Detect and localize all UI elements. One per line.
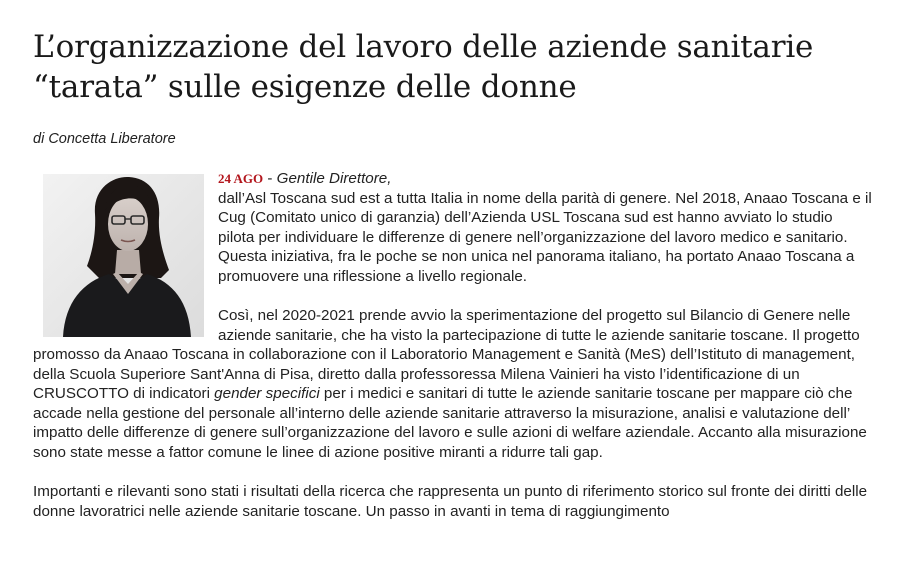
article-author: di Concetta Liberatore <box>33 131 176 147</box>
paragraph-2-text-b: per i medici e sanitari di tutte le aziende sanitarie toscane per mappare ciò che accade nella gestione del personale all’interno delle aziende sanitarie attraverso la misurazione, analisi e valutazione dell’ impatto delle differenze di genere sull’organizzazione del lavoro e sulle azioni di welfare aziendale. Accanto alla misurazione sono state messe a fattor comune le linee di azione positive miranti a ridurre tali gap. <box>33 385 867 461</box>
author-portrait-image <box>43 174 204 337</box>
article <box>33 0 873 541</box>
author-photo <box>43 174 204 337</box>
paragraph-1-text: dall’Asl Toscana sud est a tutta Italia in nome della parità di genere. Nel 2018, Anaao Toscana e il Cug (Comitato unico di garanzia) dell’Azienda USL Toscana sud est hanno avviato lo studio pilota per individuare le differenze di genere nell’organizzazione del lavoro medico e sanitario. Questa iniziativa, fra le poche se non unica nel panorama italiano, ha portato Anaao Toscana a promuovere una riflessione a livello regionale. <box>218 189 872 285</box>
article-title-line-1: L’organizzazione del lavoro delle aziende sanitarie <box>33 29 814 65</box>
paragraph-2-text-a: Così, nel 2020-2021 prende avvio la sperimentazione del progetto sul Bilancio di Genere nelle aziende sanitarie, che ha visto la partecipazione di tutte le aziende sanitarie toscane. Il progetto promosso da Anaao Toscana in collaborazione con il Laboratorio Management e Sanità (MeS) dell’Istituto di management, della Scuola Superiore Sant'Anna di Pisa, diretto dalla professoressa Milena Vainieri ha visto l’identificazione di un CRUSCOTTO di indicatori <box>33 307 860 402</box>
article-title <box>33 0 873 107</box>
dateline: 24 AGO <box>218 171 264 186</box>
dateline-separator: - <box>263 170 277 187</box>
paragraph-2-emphasis: gender specifici <box>214 385 320 402</box>
article-body <box>33 169 873 521</box>
salutation: Gentile Direttore, <box>276 170 392 187</box>
paragraph-3 <box>33 482 873 521</box>
article-title-line-2: “tarata” sulle esigenze delle donne <box>33 69 577 105</box>
paragraph-3-text: Importanti e rilevanti sono stati i risultati della ricerca che rappresenta un punto di riferimento storico sul fronte dei diritti delle donne lavoratrici nelle aziende sanitarie toscane. Un passo in avanti in tema di raggiungimento <box>33 483 868 520</box>
